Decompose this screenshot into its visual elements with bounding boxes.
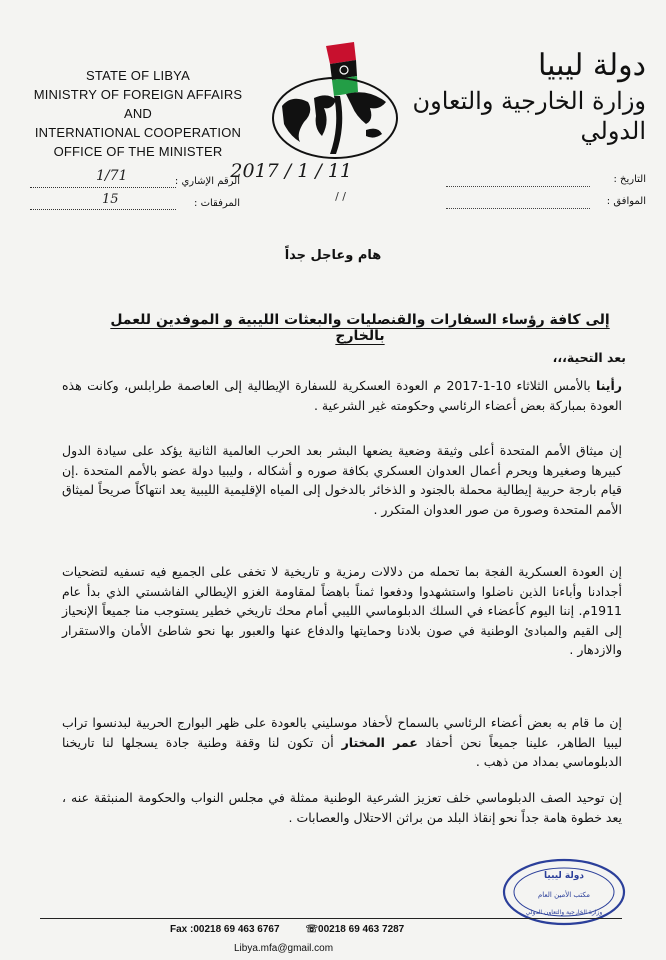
attachments-label: المرفقات :	[194, 198, 240, 209]
addressee-line: إلى كافة رؤساء السفارات والقنصليات والبعثات الليبية و الموفدين للعمل بالخارج	[110, 312, 610, 344]
greeting: بعد التحية،،،	[552, 350, 626, 365]
dotted-line	[30, 187, 176, 188]
footer-divider	[40, 918, 622, 919]
date-label: التاريخ :	[613, 174, 646, 185]
stamp-middle-text: مكتب الأمين العام	[537, 891, 591, 899]
paragraph-text: أن تكون لنا وقفة وطنية جادة يسجلها لنا تاريخنا الدبلوماسي بمداد من ذهب .	[62, 734, 622, 769]
handwritten-date: 2017 / 1 / 11	[230, 160, 352, 182]
reference-fields	[30, 172, 240, 216]
ministry-emblem-icon	[270, 36, 400, 171]
dotted-line	[446, 208, 590, 209]
letterhead-line: OFFICE OF THE MINISTER	[53, 144, 223, 159]
date-row	[446, 168, 646, 190]
dotted-line	[30, 209, 176, 210]
reference-number-row	[30, 172, 240, 194]
corresponding-date-row	[446, 190, 646, 212]
corresponding-date-label: الموافق :	[606, 196, 646, 207]
body-paragraph-5: إن توحيد الصف الدبلوماسي خلف تعزيز الشرعية الوطنية ممثلة في مجلس النواب والحكومة المنبثقة عنه ، يعد خطوة هامة جداً نحو إنقاذ البلد من براثن الاحتلال والعصابات .	[62, 790, 622, 825]
email-address: Libya.mfa@gmail.com	[234, 943, 334, 954]
body-paragraph-2: إن ميثاق الأمم المتحدة أعلى وثيقة وضعية يضعها البشر بعد الحرب العالمية الثانية يؤكد على سيادة الدول كبيرها وصغيرها ويحرم أعمال العدوان العسكري بكافة صوره و أشكاله ، وليبيا دولة عضو بالأمم المتحدة .إن قيام بارجة حربية إيطالية محملة بالجنود و الذخائر بالدخول إلى المياه الإقليمية الليبية يعد انتهاكاً صريحاً لميثاق الأمم المتحدة وصورة من صور العدوان المتكرر .	[62, 443, 622, 517]
handwritten-attachments: 15	[102, 192, 119, 207]
phone-number: ☏00218 69 463 7287	[305, 924, 405, 935]
stamp-bottom-text: وزارة الخارجية والتعاون الدولي	[525, 909, 603, 916]
urgency-heading: هام وعاجل جداً	[284, 248, 382, 263]
body-paragraph-4	[62, 713, 622, 772]
date-fields	[446, 168, 646, 212]
dotted-line	[446, 186, 590, 187]
body-paragraph-3: إن العودة العسكرية الفجة بما تحمله من دلالات رمزية و تاريخية لا تخفى على الجميع فيه تسفيه لتضحيات أجدادنا وأباءنا الذين ناضلوا واستشهدوا ودفعوا ثمناً باهضاً لمقاومة الغزو الإيطالي الفاشستي الذي بدأ عام 1911م. إننا اليوم كأعضاء في السلك الدبلوماسي الليبي أمام محك تاريخي خطير يستوجب منا جميعاً الإنحياز إلى القيم والمبادئ الوطنية في صون بلادنا وحمايتها والدفاع عنها والعبور بها نحو شاطئ الأمان والاستقرار والازدهار .	[62, 564, 622, 657]
paragraph-text: إن ما قام به بعض أعضاء الرئاسي بالسماح لأحفاد موسليني بالعودة على ظهر البوارج الحربية لبدنسوا تراب ليبيا الطاهر، علينا جميعاً نحن أحفاد	[62, 715, 623, 750]
arabic-letterhead	[396, 46, 646, 146]
fax-number: Fax :00218 69 463 6767	[170, 924, 280, 935]
reference-number-label: الرقم الإشاري :	[174, 176, 240, 187]
letterhead-line: MINISTRY OF FOREIGN AFFAIRS	[33, 87, 243, 102]
letterhead-line: INTERNATIONAL COOPERATION	[34, 125, 242, 140]
body-paragraph-1	[62, 376, 622, 415]
letterhead-line: AND	[123, 106, 153, 121]
handwritten-reference: 1/71	[96, 168, 128, 184]
highlighted-name: عمر المختار	[341, 734, 418, 750]
attachments-row	[30, 194, 240, 216]
english-letterhead	[28, 66, 248, 161]
arabic-state-name: دولة ليبيا	[537, 48, 646, 83]
stamp-top-text: دولة ليبيا	[544, 871, 584, 881]
letterhead-line: STATE OF LIBYA	[86, 68, 190, 83]
paragraph-text: بالأمس الثلاثاء 10-1-2017 م العودة العسكرية للسفارة الإيطالية إلى العاصمة طرابلس، وكانت هذه العودة بمباركة بعض أعضاء الرئاسي وحكومته غير الشرعية .	[62, 378, 622, 413]
arabic-ministry-name: وزارة الخارجية والتعاون الدولي	[412, 87, 646, 145]
paragraph-lead-word: رأينا	[596, 378, 622, 393]
corresponding-date-value: / /	[335, 190, 346, 203]
footer-contact	[170, 924, 490, 954]
